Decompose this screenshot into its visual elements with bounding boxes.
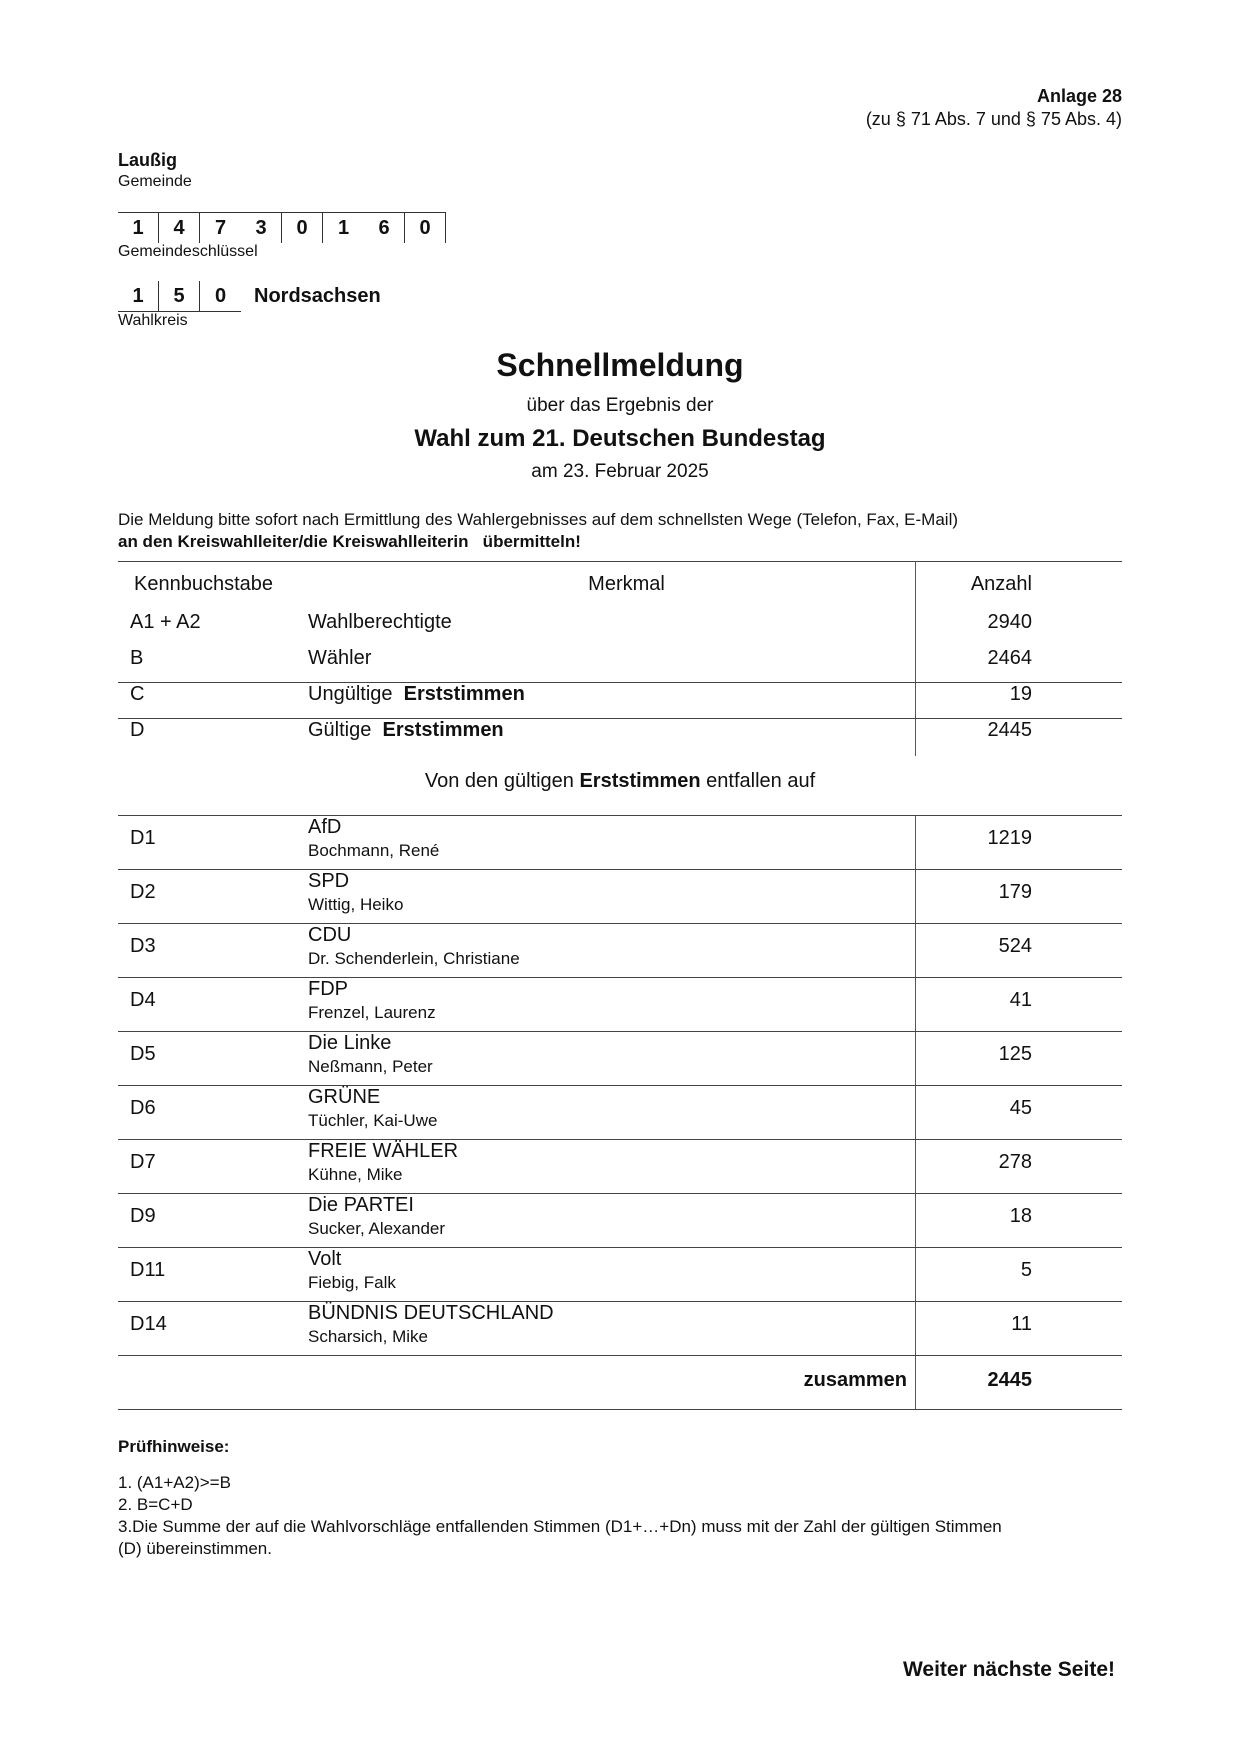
instruction-text-bold: an den Kreiswahlleiter/die Kreiswahlleiterin übermitteln! <box>118 532 581 551</box>
candidate-name: Kühne, Mike <box>308 1165 403 1184</box>
municipality-key-digit: 7 <box>214 217 227 239</box>
row-label <box>308 683 525 706</box>
candidate-name: Dr. Schenderlein, Christiane <box>308 949 520 968</box>
header-anzahl: Anzahl <box>970 573 1032 595</box>
vote-count: 45 <box>1009 1097 1032 1119</box>
row-value: 2464 <box>987 647 1032 669</box>
heading-bold: Erststimmen <box>579 770 701 792</box>
municipality-key-digit: 1 <box>118 213 159 243</box>
label-bold: Erststimmen <box>403 683 525 705</box>
municipality-key-digit: 0 <box>282 213 323 243</box>
candidate-name: Tüchler, Kai-Uwe <box>308 1111 438 1130</box>
check-note-item: 1. (A1+A2)>=B <box>118 1473 231 1492</box>
row-code: D1 <box>130 827 156 849</box>
municipality-key-boxes <box>118 212 446 243</box>
municipality-key-digit: 1 <box>337 217 350 239</box>
column-divider <box>915 561 916 756</box>
label-regular: Gültige <box>308 719 372 741</box>
check-note-item: 3.Die Summe der auf die Wahlvorschläge entfallenden Stimmen (D1+…+Dn) muss mit der Zahl der gültigen Stimmen <box>118 1517 1002 1536</box>
row-code: D6 <box>130 1097 156 1119</box>
municipality-key-digit: 0 <box>405 213 446 243</box>
constituency-label: Wahlkreis <box>118 312 188 329</box>
table-row <box>118 1247 1122 1301</box>
row-code: D7 <box>130 1151 156 1173</box>
page-title: Schnellmeldung <box>496 347 744 383</box>
table-rule <box>118 1409 1122 1410</box>
party-name: BÜNDNIS DEUTSCHLAND <box>308 1302 554 1324</box>
table-row <box>118 869 1122 923</box>
vote-count: 1219 <box>987 827 1032 849</box>
municipality-key-digit: 6 <box>364 213 405 243</box>
row-value: 2445 <box>987 719 1032 741</box>
table-row <box>118 1301 1122 1355</box>
row-label: Wahlberechtigte <box>308 611 452 633</box>
check-note-item: 2. B=C+D <box>118 1495 193 1514</box>
vote-count: 11 <box>1011 1313 1032 1335</box>
vote-count: 18 <box>1009 1205 1032 1227</box>
row-value: 2940 <box>987 611 1032 633</box>
party-name: AfD <box>308 816 342 838</box>
vote-count: 41 <box>1009 989 1032 1011</box>
election-date: am 23. Februar 2025 <box>531 461 709 482</box>
table-rule <box>118 718 1122 719</box>
row-code: D9 <box>130 1205 156 1227</box>
party-name: FREIE WÄHLER <box>308 1140 459 1162</box>
municipality-name: Laußig <box>118 150 177 170</box>
table-row <box>118 1139 1122 1193</box>
candidate-name: Sucker, Alexander <box>308 1219 446 1238</box>
municipality-key-digit: 3 <box>241 213 282 243</box>
total-label: zusammen <box>803 1369 907 1391</box>
annex-reference: (zu § 71 Abs. 7 und § 75 Abs. 4) <box>865 109 1122 129</box>
party-name: GRÜNE <box>308 1086 381 1108</box>
row-code: B <box>130 647 144 669</box>
row-label <box>308 719 504 742</box>
vote-count: 179 <box>998 881 1032 903</box>
constituency-digit: 5 <box>159 281 200 311</box>
vote-count: 278 <box>998 1151 1032 1173</box>
table-row <box>118 815 1122 869</box>
table-rule <box>118 682 1122 683</box>
heading-prefix: Von den gültigen <box>424 770 580 792</box>
results-section-heading <box>0 770 1240 793</box>
candidate-name: Scharsich, Mike <box>308 1327 428 1346</box>
row-code: D4 <box>130 989 156 1011</box>
total-value: 2445 <box>987 1369 1032 1391</box>
row-code: D2 <box>130 881 156 903</box>
table-row <box>118 977 1122 1031</box>
row-code: D3 <box>130 935 156 957</box>
candidate-name: Fiebig, Falk <box>308 1273 396 1292</box>
check-note-item: (D) übereinstimmen. <box>118 1539 272 1558</box>
header-kennbuchstabe: Kennbuchstabe <box>134 573 274 595</box>
row-code: D11 <box>130 1259 166 1281</box>
constituency-boxes <box>118 281 241 312</box>
vote-count: 524 <box>998 935 1032 957</box>
party-name: FDP <box>308 978 348 1000</box>
candidate-name: Frenzel, Laurenz <box>308 1003 436 1022</box>
municipality-label: Gemeinde <box>118 173 192 190</box>
constituency-name: Nordsachsen <box>254 285 381 307</box>
table-rule <box>118 561 1122 562</box>
table-row <box>118 1193 1122 1247</box>
results-table <box>118 815 1122 1410</box>
party-name: Volt <box>308 1248 342 1270</box>
party-name: CDU <box>308 924 352 946</box>
label-regular: Ungültige <box>308 683 393 705</box>
instruction-text: Die Meldung bitte sofort nach Ermittlung des Wahlergebnisses auf dem schnellsten Wege (Telefon, Fax, E-Mail) <box>118 510 959 529</box>
candidate-name: Neßmann, Peter <box>308 1057 433 1076</box>
row-code: C <box>130 683 145 705</box>
candidate-name: Wittig, Heiko <box>308 895 404 914</box>
vote-count: 125 <box>998 1043 1032 1065</box>
header-merkmal: Merkmal <box>588 573 665 595</box>
summary-table <box>118 561 1122 756</box>
row-code: A1 + A2 <box>130 611 201 633</box>
label-bold: Erststimmen <box>382 719 504 741</box>
row-code: D <box>130 719 145 741</box>
subtitle-line-1: über das Ergebnis der <box>526 395 714 416</box>
party-name: SPD <box>308 870 350 892</box>
candidate-name: Bochmann, René <box>308 841 440 860</box>
municipality-key-label: Gemeindeschlüssel <box>118 243 258 260</box>
row-code: D5 <box>130 1043 156 1065</box>
table-row <box>118 923 1122 977</box>
vote-count: 5 <box>1020 1259 1032 1281</box>
row-label: Wähler <box>308 647 372 669</box>
row-code: D14 <box>130 1313 167 1335</box>
total-row <box>118 1355 1122 1409</box>
row-value: 19 <box>1009 683 1032 705</box>
heading-suffix: entfallen auf <box>700 770 816 792</box>
continue-next-page-note: Weiter nächste Seite! <box>902 1658 1115 1681</box>
annex-label: Anlage 28 <box>1036 86 1122 106</box>
party-name: Die Linke <box>308 1032 392 1054</box>
municipality-key-digit: 4 <box>159 213 200 243</box>
table-row <box>118 1085 1122 1139</box>
constituency-digit: 0 <box>214 285 227 307</box>
election-title: Wahl zum 21. Deutschen Bundestag <box>414 425 826 452</box>
check-notes-title: Prüfhinweise: <box>118 1437 230 1456</box>
constituency-digit: 1 <box>118 281 159 311</box>
party-name: Die PARTEI <box>308 1194 414 1216</box>
table-row <box>118 1031 1122 1085</box>
